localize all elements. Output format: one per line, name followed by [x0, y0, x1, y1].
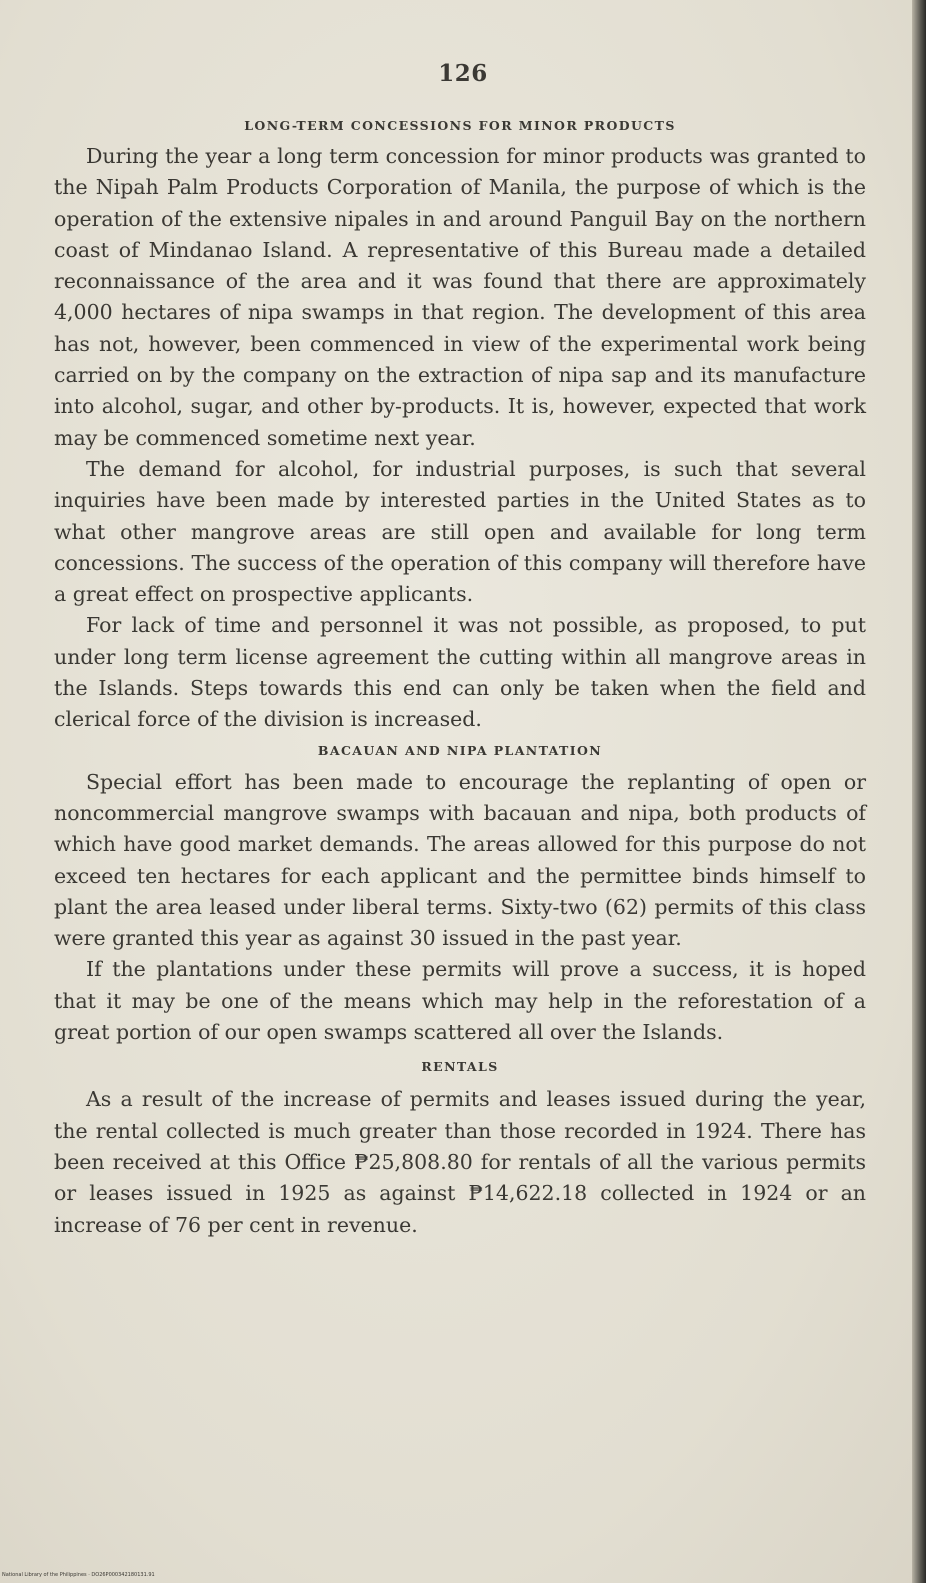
section-heading-rentals: RENTALS [421, 1059, 499, 1075]
page-binding-edge [912, 0, 926, 1583]
paragraph: If the plantations under these permits will prove a success, it is hoped that it may be one of the means which may help in the reforestation of a great portion of our open swamps scattered all over the Islands. [54, 957, 866, 1045]
paragraph: The demand for alcohol, for industrial purposes, is such that several inquiries have been made by interested parties in the United States as to what other mangrove areas are still open and available for long term concessions. The success of the operation of this company will therefore have a great effect on prospective applicants. [54, 456, 866, 607]
paragraph: Special effort has been made to encourage the replanting of open or noncommercial mangrove swamps with bacauan and nipa, both products of which have good market demands. The areas allowed for this purpose do not exceed ten hectares for each applicant and the permittee binds himself to plant the area leased under liberal terms. Sixty-two (62) permits of this class were granted this year as against 30 issued in the past year. [54, 769, 866, 951]
paragraph: During the year a long term concession for minor products was granted to the Nipah Palm Products Corporation of Manila, the purpose of which is the operation of the extensive nipales in and around Panguil Bay on the northern coast of Mindanao Island. A representative of this Bureau made a detailed reconnaissance of the area and it was found that there are approximately 4,000 hectares of nipa swamps in that region. The development of this area has not, however, been commenced in view of the experimental work being carried on by the company on the extraction of nipa sap and its manufacture into alcohol, sugar, and other by-products. It is, however, expected that work may be commenced sometime next year. [54, 144, 866, 450]
section-heading-bacauan-nipa: BACAUAN AND NIPA PLANTATION [317, 742, 603, 758]
page-body [54, 118, 866, 1241]
archive-footer-credit: National Library of the Philippines · DO26P000342180131.91 [2, 1572, 155, 1578]
paragraph: As a result of the increase of permits and leases issued during the year, the rental collected is much greater than those recorded in 1924. There has been received at this Office ₱25,808.80 for rentals of all the various permits or leases issued in 1925 as against ₱14,622.18 collected in 1924 or an increase of 76 per cent in revenue. [54, 1087, 866, 1237]
paragraph: For lack of time and personnel it was not possible, as proposed, to put under long term license agreement the cutting within all mangrove areas in the Islands. Steps towards this end can only be taken when the field and clerical force of the division is increased. [54, 613, 866, 732]
page-number: 126 [438, 60, 488, 87]
section-heading-long-term-concessions: LONG-TERM CONCESSIONS FOR MINOR PRODUCTS [244, 118, 676, 133]
